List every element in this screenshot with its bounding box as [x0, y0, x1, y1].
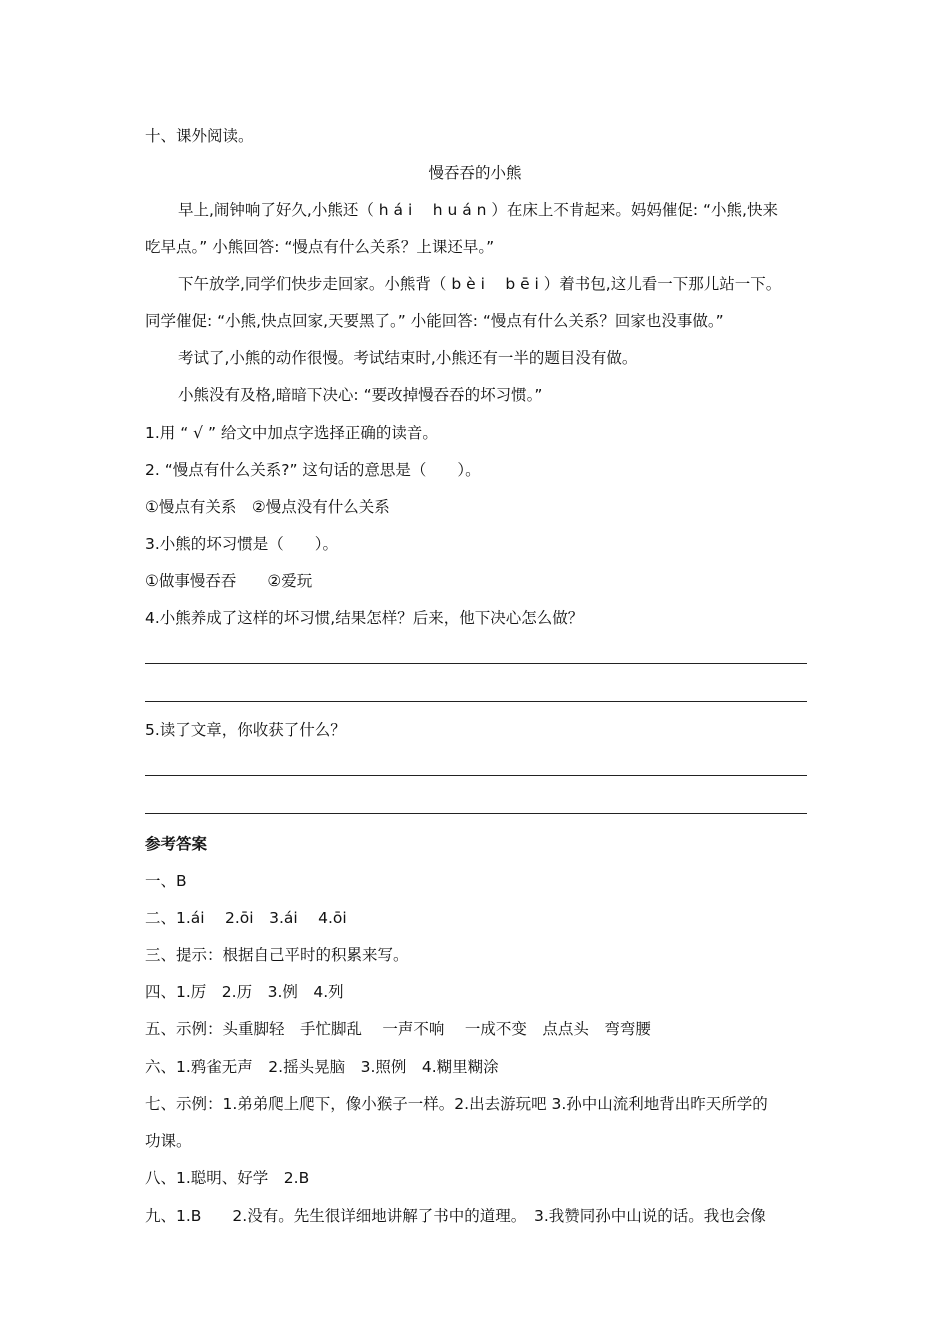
question-4: 4.小熊养成了这样的坏习惯,结果怎样？后来，他下决心怎么做？: [145, 609, 584, 627]
question-3-options: ①做事慢吞吞 ②爱玩: [145, 572, 313, 590]
question-1: 1.用 “ √ ” 给文中加点字选择正确的读音。: [145, 424, 438, 442]
answer-item: 一、B: [145, 872, 187, 890]
question-5: 5.读了文章，你收获了什么？: [145, 721, 346, 739]
answer-line[interactable]: [145, 701, 807, 702]
answer-item: 七、示例：1.弟弟爬上爬下，像小猴子一样。2.出去游玩吧 3.孙中山流利地背出昨天所学的: [145, 1095, 768, 1113]
answer-item: 功课。: [145, 1132, 192, 1150]
reading-heading: 十、课外阅读。: [145, 127, 254, 145]
answer-item: 三、提示：根据自己平时的积累来写。: [145, 946, 409, 964]
story-paragraph: 下午放学,同学们快步走回家。小熊背（ b è i b ē i ）着书包,这儿看一下那儿站一下。: [178, 275, 782, 293]
answer-item: 四、1.厉 2.历 3.例 4.列: [145, 983, 344, 1001]
answer-item: 二、1.ái 2.ōi 3.ái 4.ōi: [145, 909, 347, 927]
answer-item: 六、1.鸦雀无声 2.摇头晃脑 3.照例 4.糊里糊涂: [145, 1058, 499, 1076]
answer-item: 九、1.B 2.没有。先生很详细地讲解了书中的道理。 3.我赞同孙中山说的话。我也会像: [145, 1207, 766, 1225]
story-title: 慢吞吞的小熊: [428, 164, 522, 182]
answers-heading: 参考答案: [145, 835, 208, 853]
story-paragraph: 考试了,小熊的动作很慢。考试结束时,小熊还有一半的题目没有做。: [178, 349, 638, 367]
story-paragraph: 早上,闹钟响了好久,小熊还（ h á i h u á n ）在床上不肯起来。妈妈催促: “小熊,快来: [178, 201, 778, 219]
answer-line[interactable]: [145, 663, 807, 664]
answer-item: 八、1.聪明、好学 2.B: [145, 1169, 310, 1187]
question-3: 3.小熊的坏习惯是（ ）。: [145, 535, 339, 553]
answer-line[interactable]: [145, 813, 807, 814]
story-paragraph: 同学催促: “小熊,快点回家,天要黑了。” 小能回答: “慢点有什么关系？回家也没事做。”: [145, 312, 724, 330]
question-2: 2. “慢点有什么关系?” 这句话的意思是（ ）。: [145, 461, 481, 479]
answer-item: 五、示例：头重脚轻 手忙脚乱 一声不响 一成不变 点点头 弯弯腰: [145, 1020, 651, 1038]
question-2-options: ①慢点有关系 ②慢点没有什么关系: [145, 498, 390, 516]
answer-line[interactable]: [145, 775, 807, 776]
story-paragraph: 小熊没有及格,暗暗下决心: “要改掉慢吞吞的坏习惯。”: [178, 386, 543, 404]
story-paragraph: 吃早点。” 小熊回答: “慢点有什么关系？上课还早。”: [145, 238, 495, 256]
